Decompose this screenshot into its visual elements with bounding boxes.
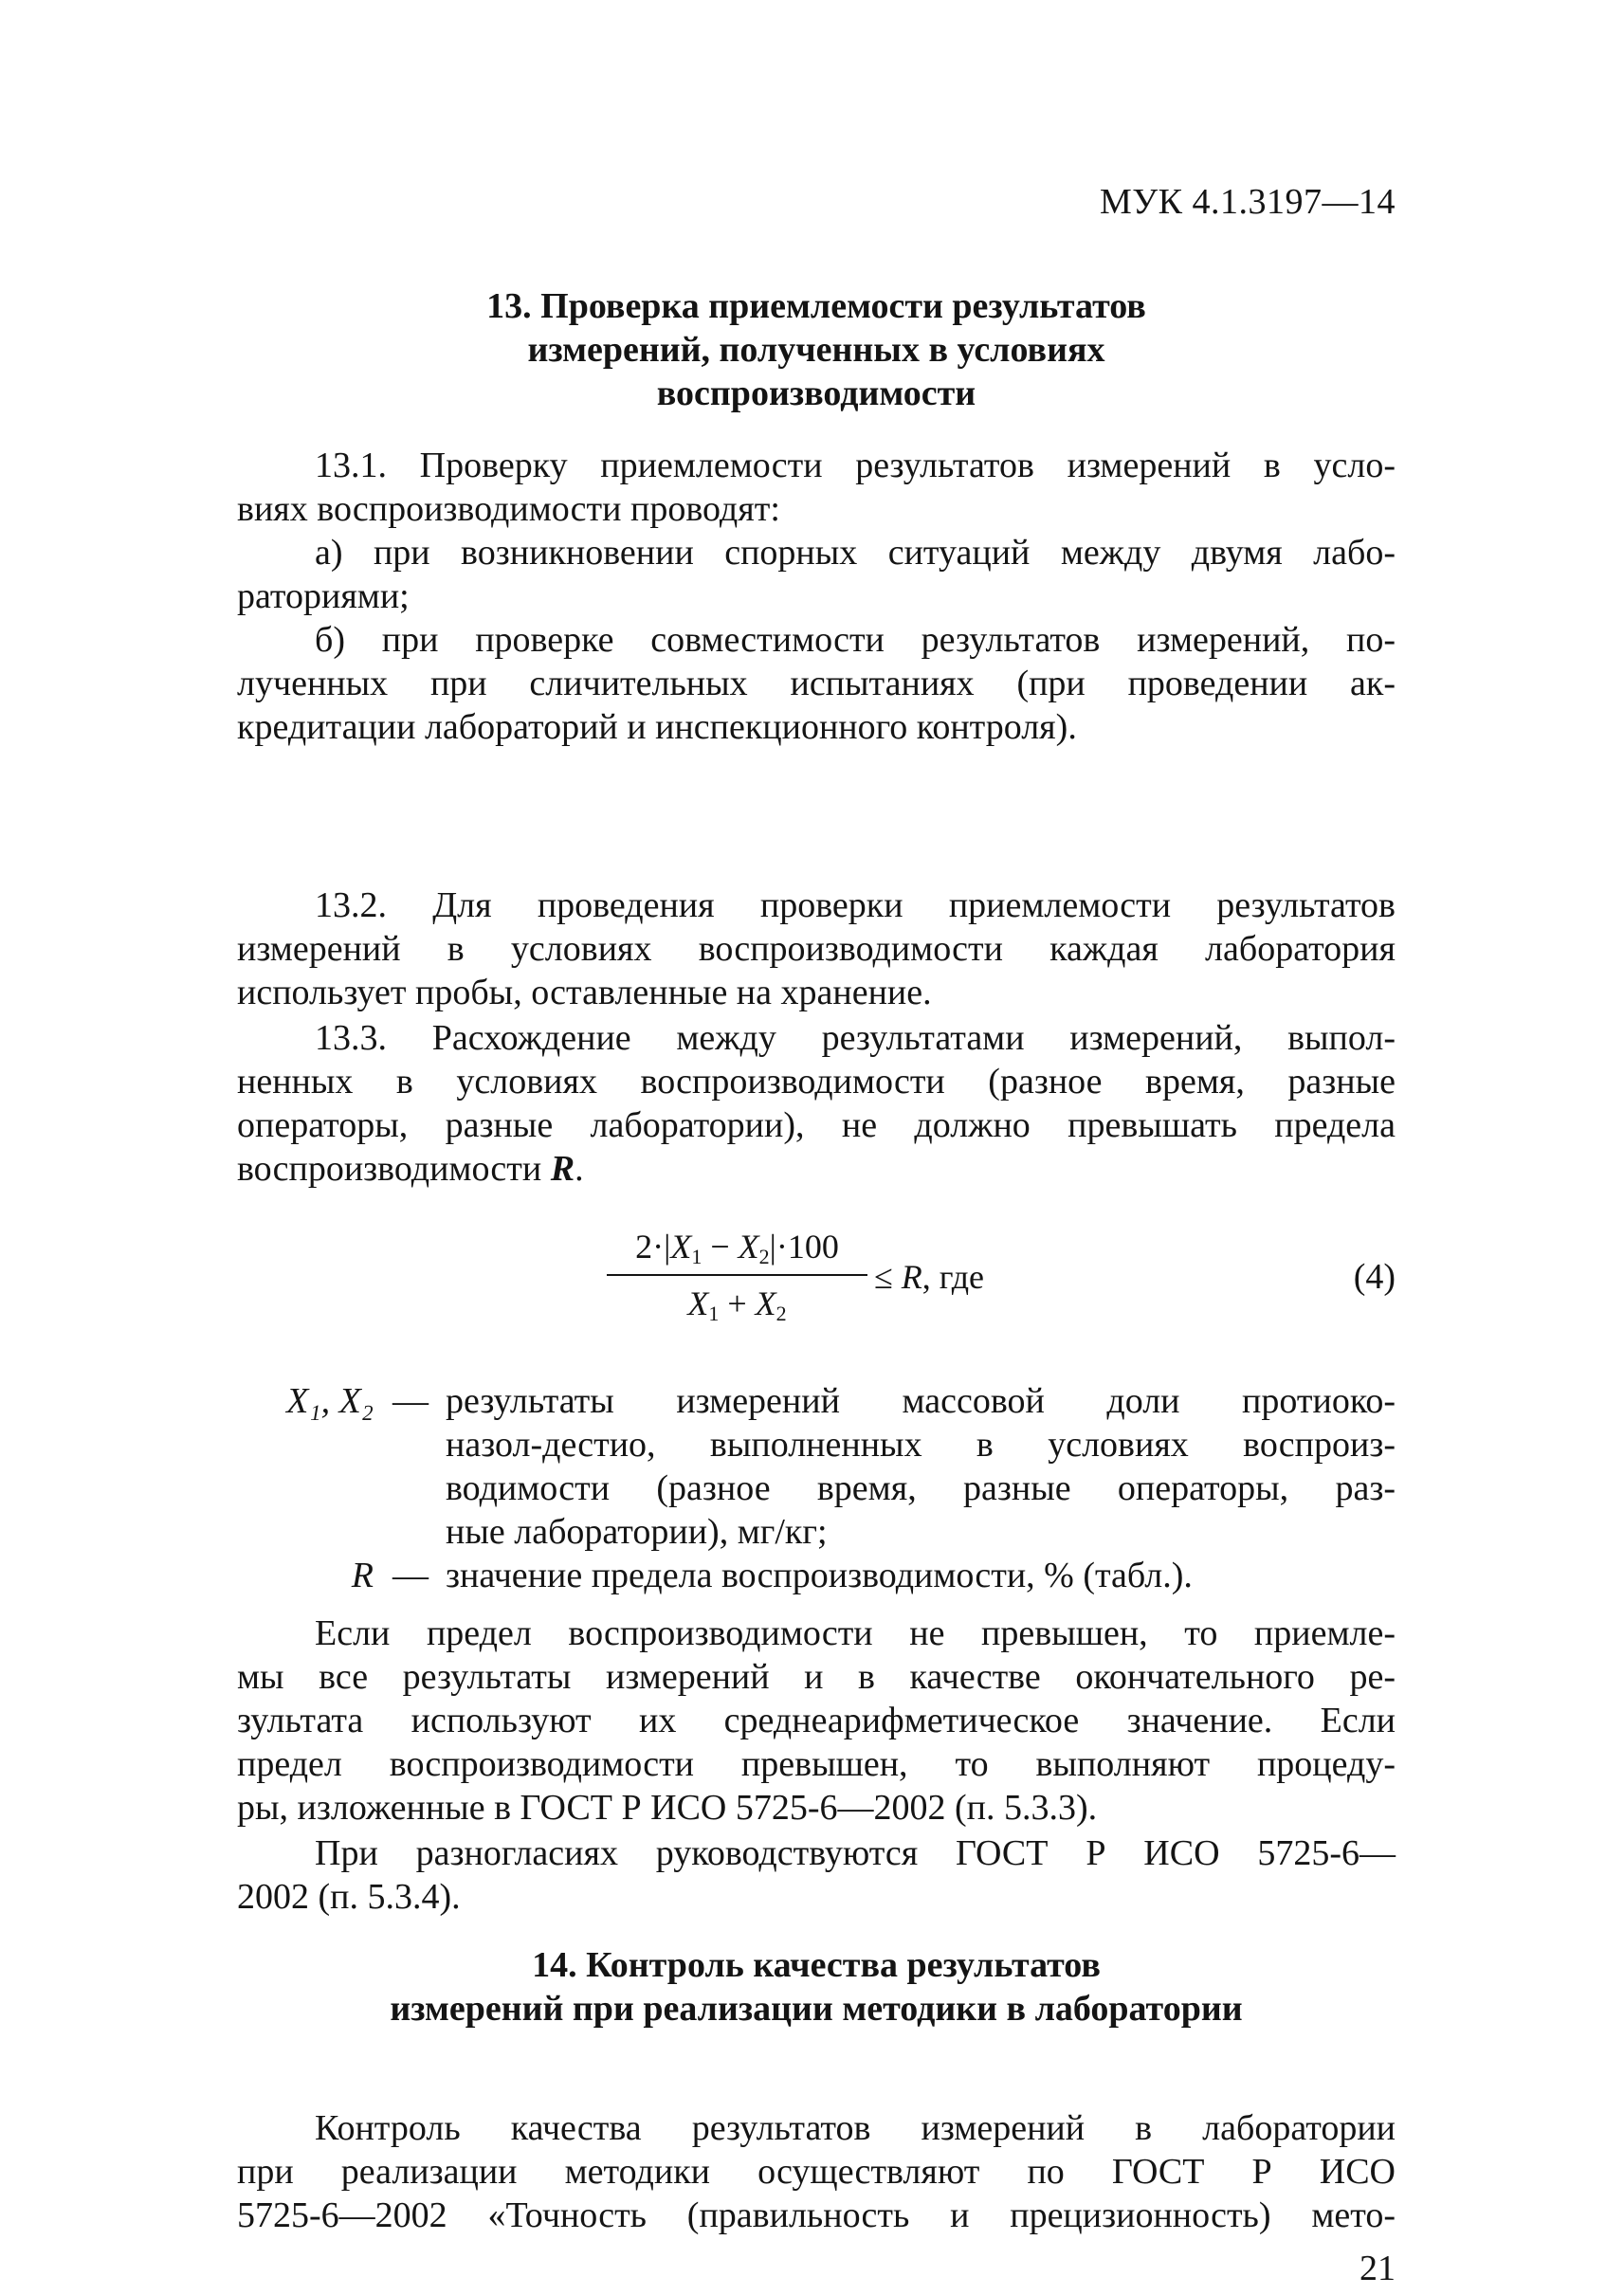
subscript: 2 bbox=[758, 1245, 770, 1268]
subscript: 2 bbox=[776, 1302, 787, 1325]
formula-fraction bbox=[607, 1223, 867, 1327]
definition-text: значение предела воспроизводимости, % (табл.). bbox=[446, 1556, 1193, 1595]
variable-x: X bbox=[755, 1284, 776, 1322]
section-13-title-line: измерений, полученных в условиях bbox=[527, 330, 1105, 370]
paragraph-13-2 bbox=[237, 883, 1396, 1014]
paragraph-13-1 bbox=[237, 444, 1396, 749]
text-line: предел воспроизводимости превышен, то выполняют процеду- bbox=[237, 1744, 1396, 1784]
formula-text: + bbox=[719, 1284, 756, 1322]
equation-number: (4) bbox=[1353, 1257, 1396, 1297]
text-line bbox=[237, 1147, 1396, 1191]
text-line: 5725-6—2002 «Точность (правильность и прецизионность) мето- bbox=[237, 2195, 1396, 2235]
variable-x: X bbox=[738, 1228, 759, 1266]
paragraph-14 bbox=[237, 2106, 1396, 2237]
text-line: виях воспроизводимости проводят: bbox=[237, 489, 780, 529]
section-14-title-line: измерений при реализации методики в лаборатории bbox=[390, 1989, 1243, 2029]
formula-text: 2·| bbox=[635, 1228, 671, 1266]
definition-row bbox=[237, 1423, 1396, 1466]
definition-text: результаты измерений массовой доли протиоко- bbox=[446, 1381, 1396, 1421]
paragraph-reproducibility-conclusion bbox=[237, 1612, 1396, 1830]
text-line: раториями; bbox=[237, 576, 410, 616]
section-13-title-line: 13. Проверка приемлемости результатов bbox=[486, 286, 1146, 326]
definition-text: назол-дестио, выполненных в условиях воспроиз- bbox=[446, 1425, 1396, 1465]
text-line: 13.1. Проверку приемлемости результатов измерений в усло- bbox=[315, 446, 1396, 485]
definition-row bbox=[237, 1554, 1396, 1597]
section-14-title-line: 14. Контроль качества результатов bbox=[532, 1945, 1101, 1985]
definition-row bbox=[237, 1466, 1396, 1510]
definition-text: ные лаборатории), мг/кг; bbox=[446, 1512, 828, 1552]
section-13-title bbox=[237, 284, 1396, 415]
variable-r: R bbox=[901, 1258, 922, 1296]
text-line: а) при возникновении спорных ситуаций между двумя лабо- bbox=[315, 533, 1396, 573]
page-number: 21 bbox=[1359, 2249, 1396, 2288]
paragraph-13-3 bbox=[237, 1016, 1396, 1191]
formula-denominator bbox=[607, 1280, 867, 1327]
symbol-r: R bbox=[550, 1149, 575, 1189]
definition-text: водимости (разное время, разные операторы, раз- bbox=[446, 1468, 1396, 1508]
text-line: Контроль качества результатов измерений в лаборатории bbox=[315, 2108, 1396, 2148]
text-line: операторы, разные лаборатории), не должно превышать предела bbox=[237, 1105, 1396, 1145]
subscript: 1 bbox=[691, 1245, 703, 1268]
section-14-title bbox=[237, 1943, 1396, 2031]
text-line: ненных в условиях воспроизводимости (разное время, разные bbox=[237, 1062, 1396, 1102]
text-line: зультата используют их среднеарифметическое значение. Если bbox=[237, 1701, 1396, 1740]
definition-dash: — bbox=[392, 1381, 429, 1421]
text-fragment: воспроизводимости bbox=[237, 1149, 551, 1189]
formula-numerator bbox=[607, 1223, 867, 1270]
variable-definitions bbox=[237, 1379, 1396, 1597]
definition-dash: — bbox=[392, 1556, 429, 1595]
variable-x: X bbox=[687, 1284, 709, 1322]
formula-text: − bbox=[702, 1228, 739, 1266]
formula-relation bbox=[874, 1255, 984, 1299]
document-code: МУК 4.1.3197—14 bbox=[1099, 182, 1396, 222]
text-line: измерений в условиях воспроизводимости каждая лаборатория bbox=[237, 929, 1396, 969]
text-line: 2002 (п. 5.3.4). bbox=[237, 1877, 461, 1917]
fraction-bar bbox=[607, 1274, 867, 1276]
formula-4 bbox=[237, 1223, 1396, 1346]
text-line: 13.3. Расхождение между результатами измерений, выпол- bbox=[315, 1018, 1396, 1058]
text-line: При разногласиях руководствуются ГОСТ Р ИСО 5725-6— bbox=[315, 1833, 1396, 1873]
definition-row bbox=[237, 1510, 1396, 1554]
subscript: 1 bbox=[708, 1302, 720, 1325]
text-line: Если предел воспроизводимости не превышен, то приемле- bbox=[315, 1613, 1396, 1653]
definition-row bbox=[237, 1379, 1396, 1423]
text-line: б) при проверке совместимости результатов измерений, по- bbox=[315, 620, 1396, 660]
text-fragment: . bbox=[575, 1149, 584, 1189]
variable-x: X bbox=[670, 1228, 692, 1266]
text-line: ры, изложенные в ГОСТ Р ИСО 5725-6—2002 (п. 5.3.3). bbox=[237, 1788, 1098, 1828]
formula-text: |·100 bbox=[769, 1228, 839, 1266]
text-line: лученных при сличительных испытаниях (при проведении ак- bbox=[237, 664, 1396, 703]
paragraph-disputes bbox=[237, 1831, 1396, 1919]
formula-text: , где bbox=[921, 1258, 985, 1296]
definition-symbol: X₁, X₂ bbox=[286, 1381, 374, 1421]
section-13-title-line: воспроизводимости bbox=[656, 373, 976, 413]
definition-symbol: R bbox=[351, 1556, 374, 1595]
text-line: при реализации методики осуществляют по ГОСТ Р ИСО bbox=[237, 2152, 1396, 2192]
text-line: использует пробы, оставленные на хранение. bbox=[237, 973, 932, 1012]
formula-text: ≤ bbox=[874, 1258, 902, 1296]
text-line: кредитации лабораторий и инспекционного контроля). bbox=[237, 707, 1077, 747]
text-line: 13.2. Для проведения проверки приемлемости результатов bbox=[315, 885, 1396, 925]
text-line: мы все результаты измерений и в качестве окончательного ре- bbox=[237, 1657, 1396, 1697]
